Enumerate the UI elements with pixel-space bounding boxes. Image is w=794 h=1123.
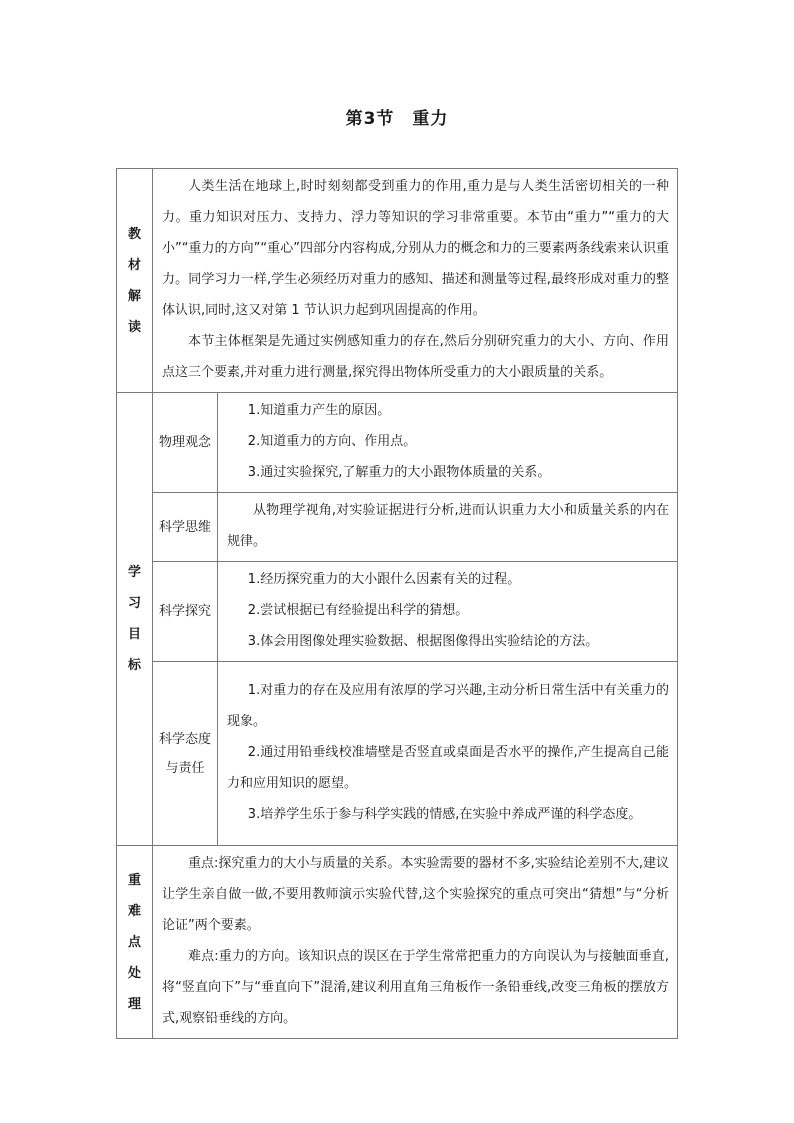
objective-item: 2.知道重力的方向、作用点。 <box>247 434 417 449</box>
textbook-row <box>117 169 678 393</box>
objective-text: 从物理学视角,对实验证据进行分析,进而认识重力大小和质量关系的内在规律。 <box>227 503 669 549</box>
label-char: 教 <box>127 226 141 242</box>
objective-item: 3.通过实验探究,了解重力的大小跟物体质量的关系。 <box>247 465 551 480</box>
scientific-thinking-content <box>218 493 678 562</box>
physics-concept-content <box>218 393 678 493</box>
scientific-inquiry-content <box>218 562 678 662</box>
label-char: 难 <box>127 903 141 919</box>
objective-item: 1.经历探究重力的大小跟什么因素有关的过程。 <box>247 572 521 587</box>
label-char: 读 <box>127 319 141 335</box>
label-char: 解 <box>127 288 141 304</box>
attitude-label <box>153 662 218 846</box>
label-char: 点 <box>127 934 141 950</box>
scientific-inquiry-row <box>117 562 678 662</box>
key-points-content <box>153 846 678 1039</box>
textbook-paragraph: 人类生活在地球上,时时刻刻都受到重力的作用,重力是与人类生活密切相关的一种力。重力知识对压力、支持力、浮力等知识的学习非常重要。本节由“重力”“重力的大小”“重力的方向”“重心”四部分内容构成,分别从力的概念和力的三要素两条线索来认识重力。同学习力一样,学生必须经历对重力的感知、描述和测量等过程,最终形成对重力的整体认识,同时,这又对第 1 节认识力起到巩固提高的作用。 <box>162 179 669 318</box>
label-char: 学 <box>127 565 141 580</box>
label-char: 习 <box>127 596 141 611</box>
key-points-section-label <box>117 846 153 1039</box>
physics-concept-label: 物理观念 <box>153 393 218 493</box>
key-point-paragraph: 重点:探究重力的大小与质量的关系。本实验需要的器材不多,实验结论差别不大,建议让学生亲自做一做,不要用教师演示实验代替,这个实验探究的重点可突出“猜想”与“分析论证”两个要素。 <box>162 856 669 933</box>
page-title: 第3节 重力 <box>345 109 449 129</box>
label-char: 材 <box>127 257 141 273</box>
label-char: 目 <box>127 627 141 642</box>
label-char: 标 <box>127 658 141 673</box>
textbook-section-label <box>117 169 153 393</box>
attitude-label-line: 与责任 <box>165 760 205 776</box>
scientific-thinking-label: 科学思维 <box>153 493 218 562</box>
label-char: 重 <box>127 872 141 888</box>
key-point-paragraph: 难点:重力的方向。该知识点的误区在于学生常常把重力的方向误认为与接触面垂直,将“竖直向下”与“垂直向下”混淆,建议利用直角三角板作一条铅垂线,改变三角板的摆放方式,观察铅垂线的方向。 <box>162 949 669 1026</box>
lesson-plan-table <box>116 168 678 1039</box>
attitude-content <box>218 662 678 846</box>
attitude-label-line: 科学态度 <box>158 731 211 747</box>
objective-item: 2.尝试根据已有经验提出科学的猜想。 <box>247 603 469 618</box>
label-char: 理 <box>127 996 141 1012</box>
objective-item: 2.通过用铅垂线校准墙壁是否竖直或桌面是否水平的操作,产生提高自己能力和应用知识的愿望。 <box>227 745 669 791</box>
scientific-thinking-row <box>117 493 678 562</box>
label-char: 处 <box>127 965 141 981</box>
objective-item: 3.体会用图像处理实验数据、根据图像得出实验结论的方法。 <box>247 634 599 649</box>
textbook-content <box>153 169 678 393</box>
physics-concept-row <box>117 393 678 493</box>
attitude-row <box>117 662 678 846</box>
key-points-row <box>117 846 678 1039</box>
scientific-inquiry-label: 科学探究 <box>153 562 218 662</box>
objectives-section-label <box>117 393 153 846</box>
objective-item: 3.培养学生乐于参与科学实践的情感,在实验中养成严谨的科学态度。 <box>247 807 642 822</box>
textbook-paragraph: 本节主体框架是先通过实例感知重力的存在,然后分别研究重力的大小、方向、作用点这三个要素,并对重力进行测量,探究得出物体所受重力的大小跟质量的关系。 <box>162 334 669 380</box>
objective-item: 1.知道重力产生的原因。 <box>247 403 391 418</box>
objective-item: 1.对重力的存在及应用有浓厚的学习兴趣,主动分析日常生活中有关重力的现象。 <box>227 683 669 729</box>
